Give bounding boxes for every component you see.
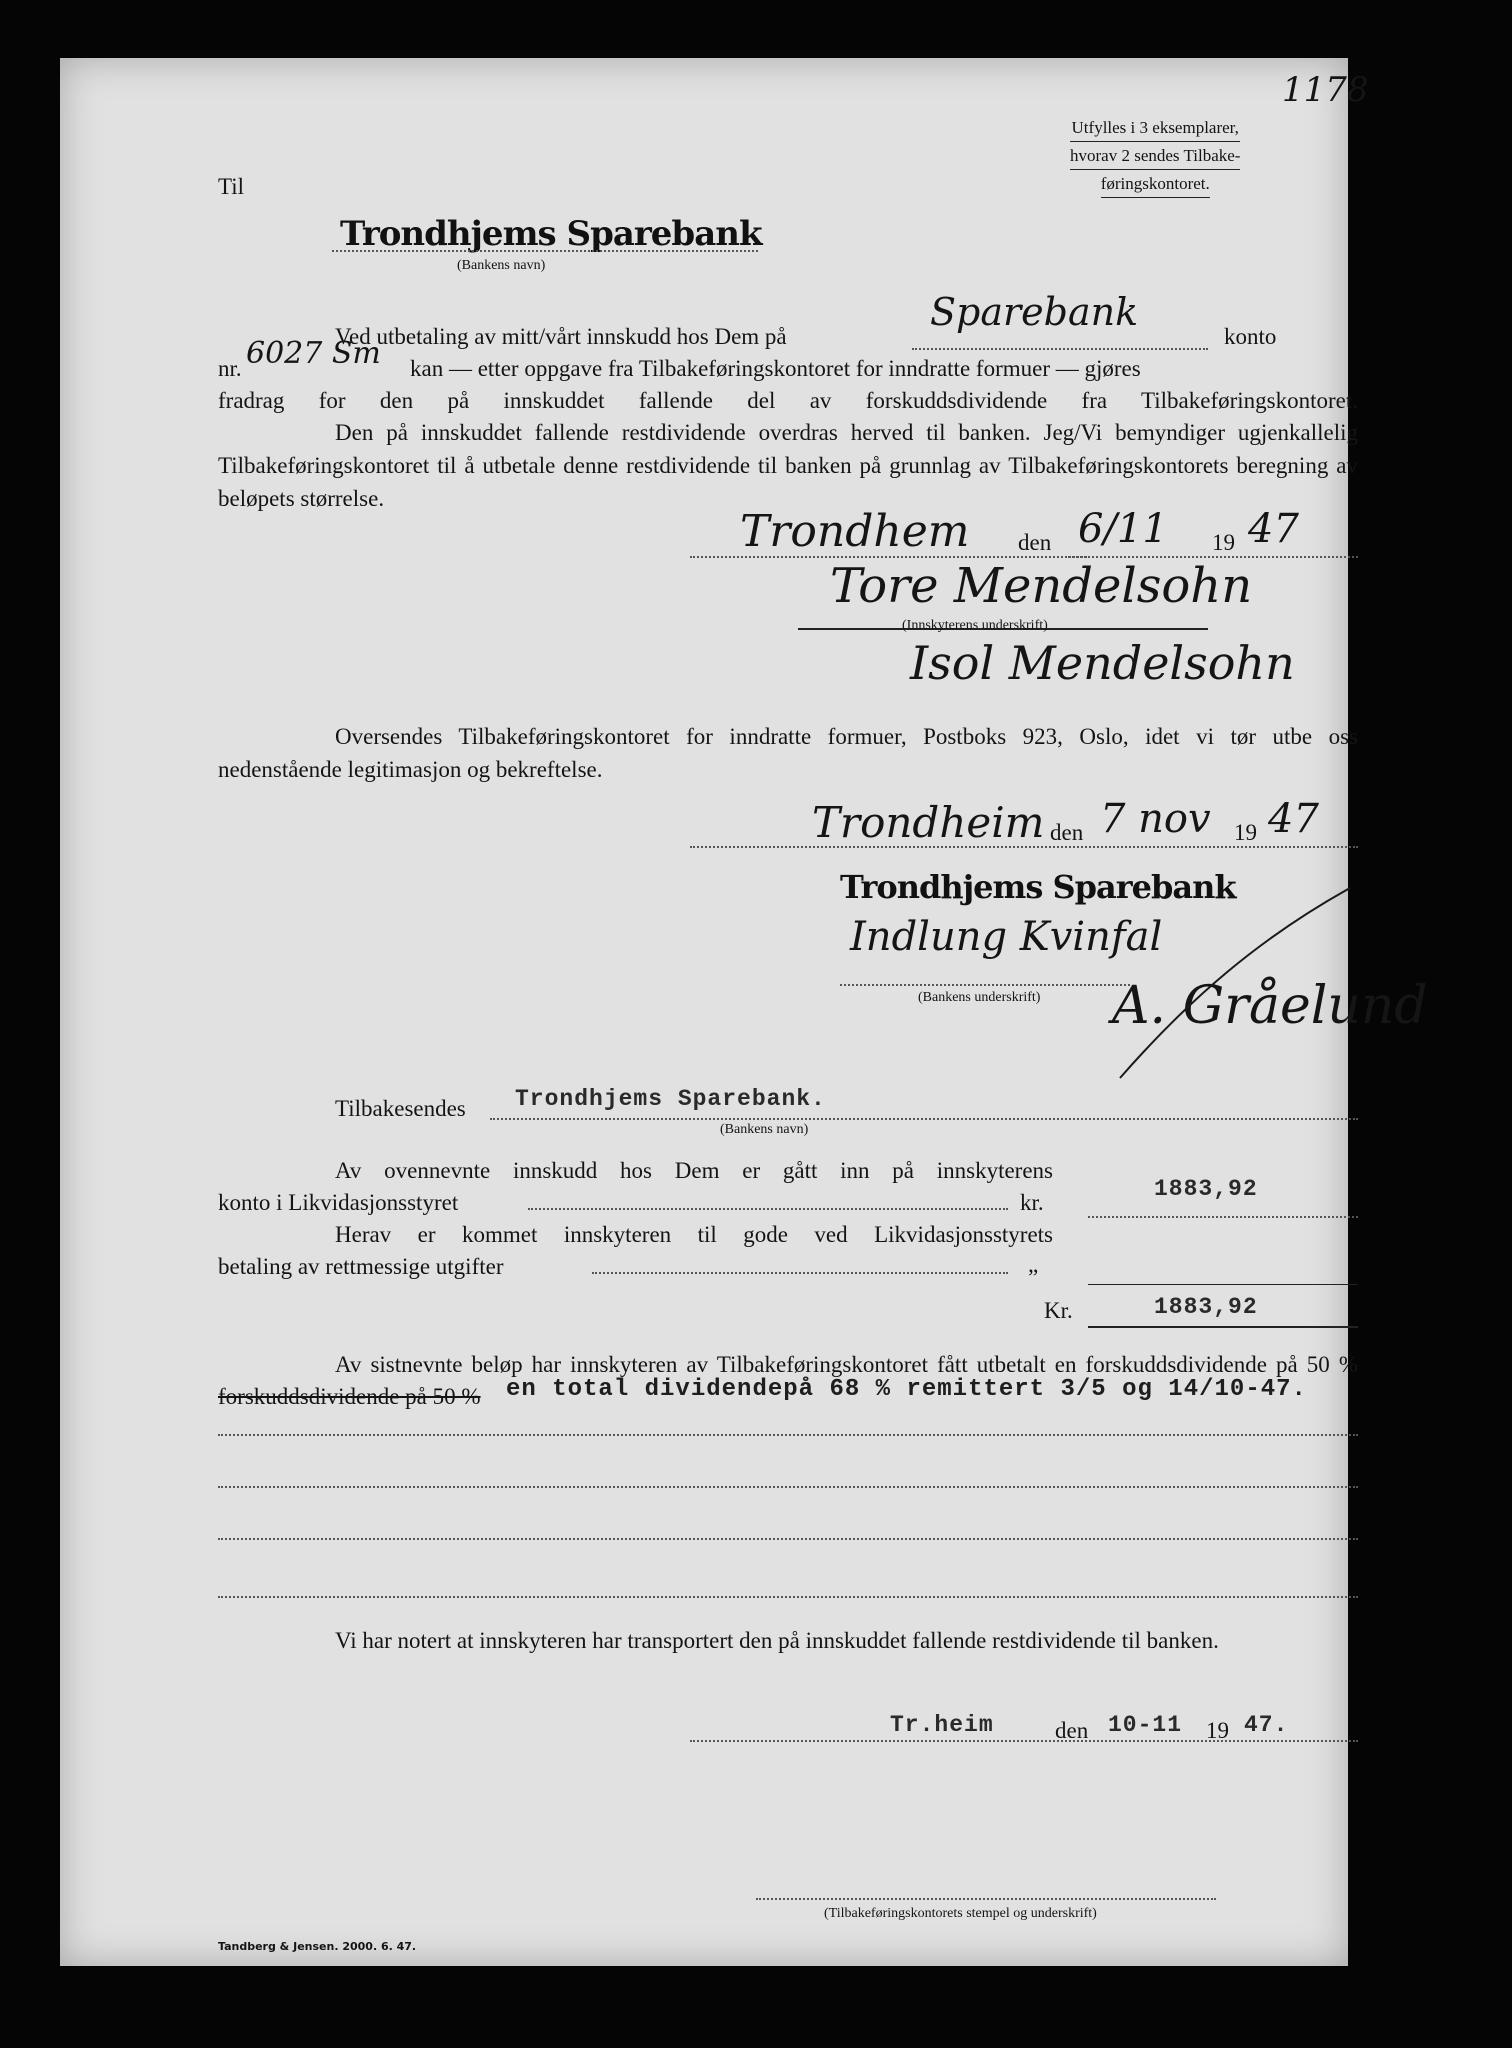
den-label-3: den (1055, 1718, 1089, 1743)
return-line-3: Av sistnevnte beløp har innskyteren av Tilbakeføringskontoret fått utbetalt en forskuddsdividende på 50 % (335, 1352, 1358, 1377)
depositor-signature-2: Isol Mendelsohn (910, 636, 1295, 690)
declaration-line-2: kan — etter oppgave fra Tilbakeføringskontoret for inndratte formuer — gjøres (410, 356, 1141, 381)
return-bank-name: Trondhjems Sparebank. (515, 1086, 826, 1112)
year-suffix-2: 47 (1268, 796, 1319, 842)
typed-remark: en total dividendepå 68 % remittert 3/5 og 14/10-47. (506, 1376, 1307, 1403)
office-stamp-caption: (Tilbakeføringskontorets stempel og underskrift) (824, 1906, 1097, 1921)
to-label: Til (218, 174, 245, 199)
den-label-1: den (1018, 530, 1052, 555)
bank-signature-2: A. Gråelund (1112, 976, 1428, 1036)
bank-name-caption: (Bankens navn) (457, 258, 546, 273)
account-number: 6027 Sm (246, 336, 381, 371)
konto-label: konto (1224, 324, 1277, 349)
return-date: 10-11 (1108, 1712, 1183, 1738)
year-suffix-1: 47 (1248, 506, 1299, 552)
struck-text: forskuddsdividende på 50 % (218, 1384, 481, 1409)
total-amount: 1883,92 (1154, 1294, 1258, 1320)
declaration-date: 6/11 (1078, 506, 1168, 552)
printer-imprint: Tandberg & Jensen. 2000. 6. 47. (218, 1940, 417, 1953)
kr-label: kr. (1020, 1190, 1044, 1215)
year-prefix-3: 19 (1206, 1718, 1229, 1743)
declaration-line-1 (335, 320, 787, 353)
return-line-2b: betaling av rettmessige utgifter (218, 1254, 504, 1279)
instruction-line-1: Utfylles i 3 eksemplarer, (1070, 114, 1240, 142)
bank-stamp: Trondhjems Sparebank (840, 868, 1236, 906)
total-label: Kr. (1044, 1298, 1073, 1323)
ditto-mark: „ (1028, 1252, 1039, 1277)
signature-flourish (1110, 878, 1360, 1088)
return-bank-caption: (Bankens navn) (720, 1122, 809, 1137)
archive-number: 1178 (1282, 70, 1369, 110)
bank-signature-caption: (Bankens underskrift) (918, 990, 1041, 1005)
amount-deposited: 1883,92 (1154, 1176, 1258, 1202)
bank-signature-1: Indlung Kvinfal (850, 914, 1163, 960)
forwarding-paragraph: Oversendes Tilbakeføringskontoret for inndratte formuer, Postboks 923, Oslo, idet vi tør utbe oss nedenstående legitimasjon og bekreftelse. (218, 724, 1358, 782)
return-line-2: Herav er kommet innskyteren til gode ved Likvidasjonsstyrets (335, 1222, 1053, 1247)
account-type: Sparebank (930, 290, 1139, 334)
depositor-signature-caption: (Innskyterens underskrift) (902, 618, 1048, 633)
instruction-line-3: føringskontoret. (1101, 170, 1210, 198)
return-line-1b: konto i Likvidasjonsstyret (218, 1190, 459, 1215)
declaration-paragraph-2: Den på innskuddet fallende restdividende overdras herved til banken. Jeg/Vi bemyndiger ugjenkallelig Tilbakeføringskontoret til å utbetale denne restdividende til banken på grunnlag av Tilbakeføringskontorets beregning av beløpets størrelse. (218, 420, 1358, 511)
declaration-place: Trondhem (740, 506, 970, 557)
year-prefix-2: 19 (1234, 820, 1257, 845)
forward-place: Trondheim (812, 798, 1045, 847)
instruction-note (1070, 114, 1240, 198)
instruction-line-2: hvorav 2 sendes Tilbake- (1070, 142, 1240, 170)
document-page (60, 58, 1428, 1966)
declaration-text: Ved utbetaling av mitt/vårt innskudd hos Dem på (335, 324, 787, 349)
return-line-1: Av ovennevnte innskudd hos Dem er gått inn på innskyterens (335, 1158, 1053, 1183)
den-label-2: den (1050, 820, 1084, 845)
forward-date: 7 nov (1100, 796, 1211, 842)
transport-notice: Vi har notert at innskyteren har transportert den på innskuddet fallende restdividende til banken. (335, 1628, 1219, 1653)
return-label: Tilbakesendes (335, 1096, 466, 1121)
bank-name-stamp: Trondhjems Sparebank (340, 214, 762, 254)
return-place: Tr.heim (890, 1712, 994, 1738)
declaration-line-3: fradrag for den på innskuddet fallende del av forskuddsdividende fra Tilbakeføringskontoret. (218, 388, 1358, 413)
depositor-signature-1: Tore Mendelsohn (830, 558, 1253, 614)
year-prefix-1: 19 (1212, 530, 1235, 555)
year-suffix-3: 47. (1244, 1712, 1289, 1738)
nr-label: nr. (218, 356, 242, 381)
